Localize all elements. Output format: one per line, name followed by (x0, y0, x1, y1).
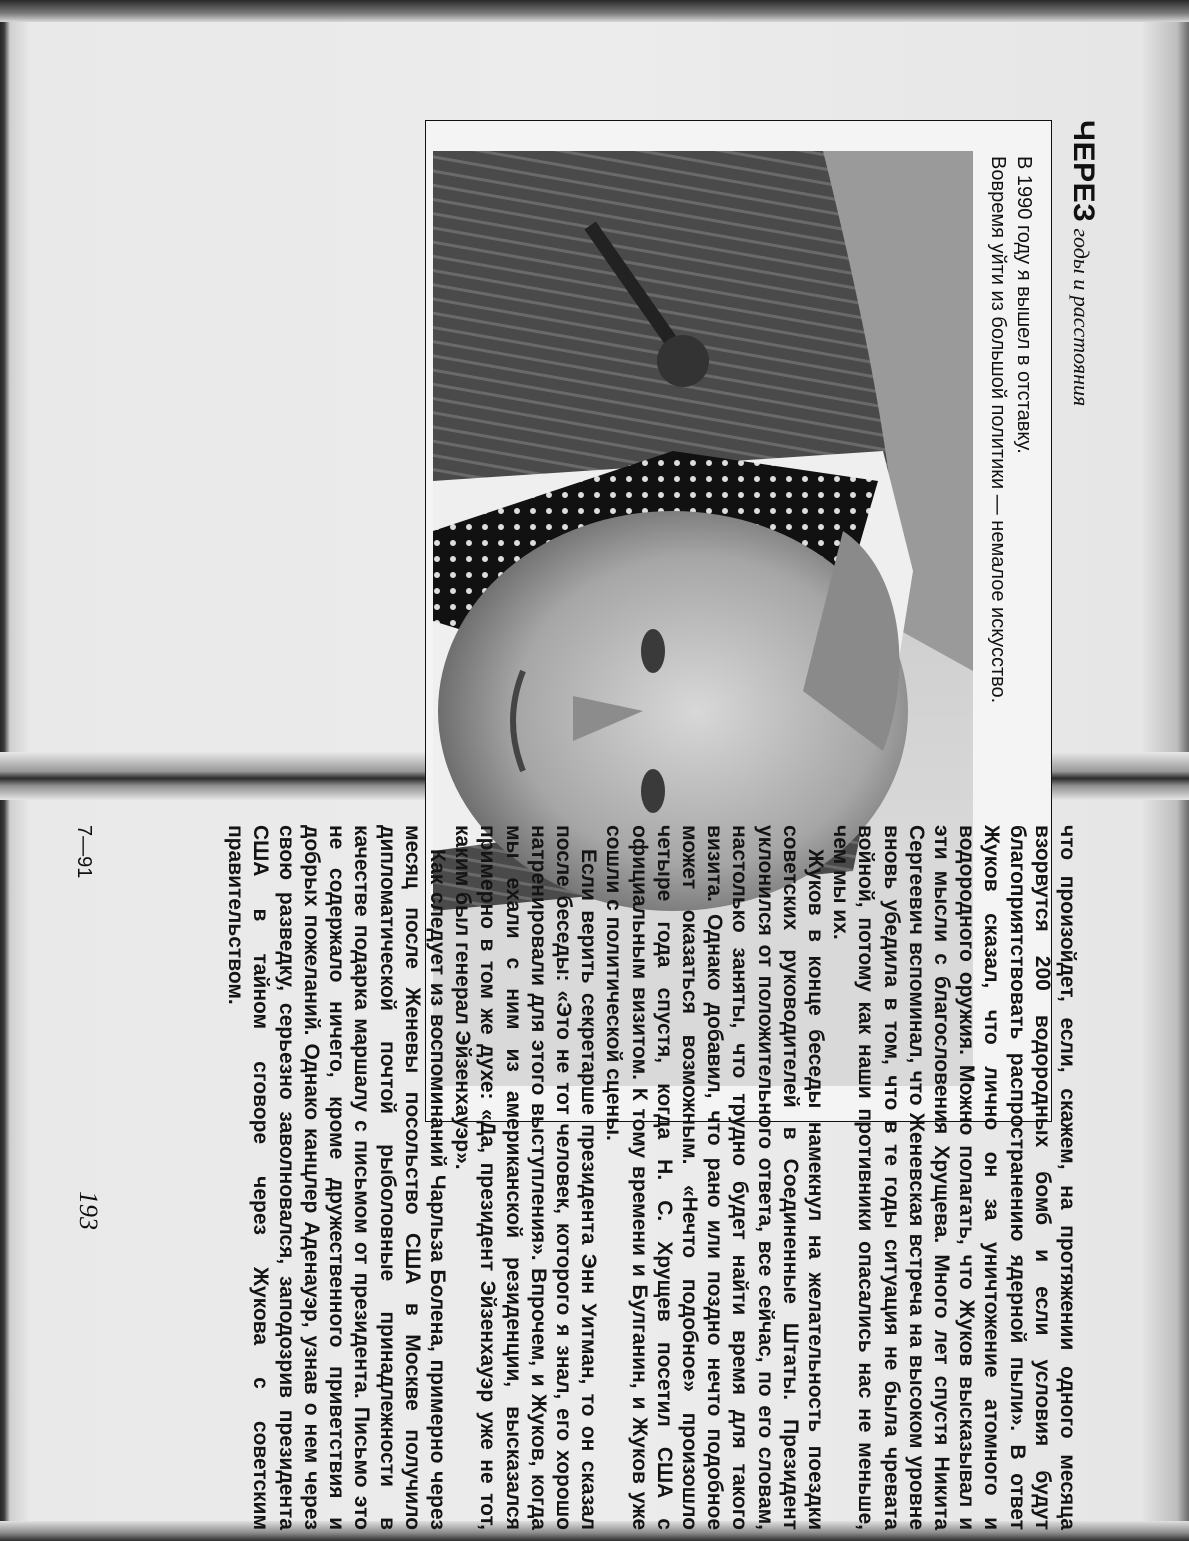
running-head-sub: годы и расстояния (1069, 228, 1094, 407)
page-number: 193 (74, 1191, 103, 1230)
text-page (70, 805, 1080, 1530)
book-edge-top (0, 0, 1189, 22)
page-footer (65, 825, 103, 1530)
running-head-main: ЧЕРЕЗ (1067, 120, 1100, 223)
running-head (1064, 120, 1100, 406)
text-column (223, 825, 1080, 1530)
caption-line: Вовремя уйти из большой политики — немалое искусство. (987, 156, 1009, 704)
paragraph: что произойдет, если, скажем, на протяжении одного месяца взорвутся 200 водородных бомб и если условия будут благоприятствовать распространению ядерной пыли». В ответ Жуков сказал, что лично он за уничтожение атомного и водородного оружия. Можно полагать, что Жуков высказывал и эти мысли с благословения Хрущева. Много лет спустя Никита Сергеевич вспоминал, что Женевская встреча на высоком уровне вновь убедила в том, что в те годы ситуация не была чревата войной, потому как наши противники опасались нас не меньше, чем мы их. (829, 825, 1079, 1530)
caption-line: В 1990 году я вышел в отставку. (1013, 156, 1035, 454)
paragraph: Как следует из воспоминаний Чарльза Болена, примерно через месяц после Женевы посольство США в Москве получило дипломатической почтой рыболовные принадлежности в качестве подарка маршалу с письмом от президента. Письмо это не содержало ничего, кроме дружественного приветствия и добрых пожеланий. Однако канцлер Аденауэр, узнав о нем через свою разведку, серьезно заволновался, заподозрив президента США в тайном сговоре через Жукова с советским правительством. (224, 825, 449, 1530)
printer-signature: 7—91 (73, 825, 95, 879)
paragraph: Жуков в конце беседы намекнул на желательность поездки советских руководителей в Соединенные Штаты. Президент уклонился от положительного ответа, все сейчас, по его словам, настолько заняты, что трудно будет найти время для такого визита. Однако добавил, что рано или поздно нечто подобное может оказаться возможным. «Нечто подобное» произошло четыре года спустя, когда Н. С. Хрущев посетил США с официальным визитом. К тому времени и Булганин, и Жуков уже сошли с политической сцены. (602, 825, 827, 1530)
paragraph: Если верить секретарше президента Энн Уитман, то он сказал после беседы: «Это не тот человек, которого я знал, его хорошо натренировали для этого выступления». Впрочем, и Жуков, когда мы ехали с ним из американской резиденции, высказался примерно в том же духе: «Да, президент Эйзенхауэр уже не тот, каким был генерал Эйзенхауэр». (451, 825, 601, 1530)
